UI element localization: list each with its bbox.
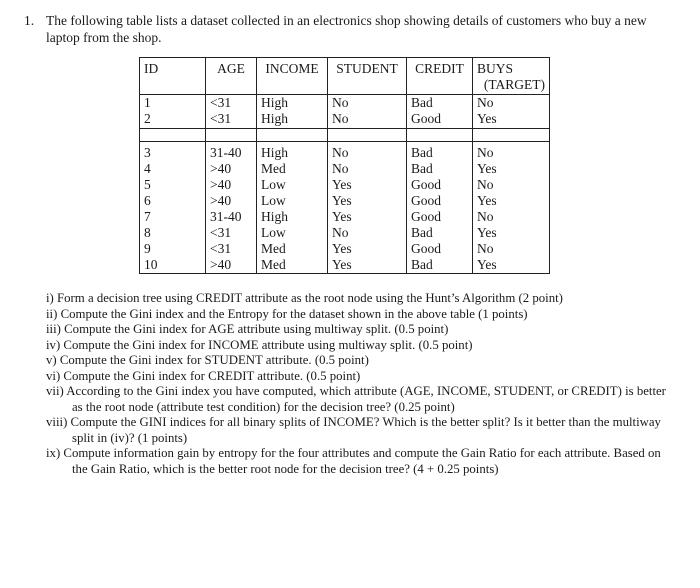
- table-row: [140, 193, 550, 209]
- cell-buys: No: [473, 241, 550, 257]
- question-text: Compute the Gini index for STUDENT attribute. (0.5 point): [59, 353, 369, 367]
- cell-credit: Bad: [407, 161, 473, 177]
- table-group-spacer: [140, 129, 550, 142]
- cell-income: High: [257, 142, 328, 162]
- cell-age: >40: [206, 257, 257, 274]
- question-text: According to the Gini index you have computed, which attribute (AGE, INCOME, STUDENT, or CREDIT) is better as the root node (attribute test condition) for the decision tree? (0.25 point): [66, 384, 666, 414]
- cell-credit: Good: [407, 193, 473, 209]
- cell-buys: No: [473, 209, 550, 225]
- cell-age: <31: [206, 241, 257, 257]
- question-marker: vii): [46, 384, 64, 398]
- cell-buys: Yes: [473, 225, 550, 241]
- header-buys-line1: BUYS: [477, 61, 514, 76]
- table-row: [140, 209, 550, 225]
- cell-buys: Yes: [473, 111, 550, 129]
- cell-student: Yes: [328, 241, 407, 257]
- table-row: [140, 95, 550, 112]
- cell-student: No: [328, 161, 407, 177]
- cell-age: >40: [206, 161, 257, 177]
- table-body: [140, 95, 550, 274]
- question-intro: [24, 12, 674, 46]
- question-marker: iii): [46, 322, 61, 336]
- table-row: [140, 177, 550, 193]
- cell-credit: Good: [407, 209, 473, 225]
- header-buys: [473, 58, 550, 95]
- question-marker: ii): [46, 306, 58, 321]
- question-marker: i): [46, 291, 54, 305]
- header-student: STUDENT: [328, 58, 407, 95]
- cell-buys: Yes: [473, 257, 550, 274]
- header-age: AGE: [206, 58, 257, 95]
- question-item: [46, 353, 666, 369]
- dataset-table-container: [139, 57, 550, 274]
- cell-credit: Bad: [407, 142, 473, 162]
- cell-student: Yes: [328, 177, 407, 193]
- question-text: Compute the Gini index and the Entropy for the dataset shown in the above table (1 points): [60, 306, 528, 321]
- header-buys-line2: (TARGET): [483, 77, 545, 92]
- question-text: Form a decision tree using CREDIT attribute as the root node using the Hunt’s Algorithm (2 point): [57, 291, 563, 305]
- cell-income: High: [257, 209, 328, 225]
- table-row: [140, 142, 550, 162]
- cell-student: Yes: [328, 209, 407, 225]
- question-text: Compute the Gini index for AGE attribute using multiway split. (0.5 point): [64, 322, 449, 336]
- cell-student: No: [328, 95, 407, 112]
- question-marker: viii): [46, 415, 68, 429]
- question-item: [46, 338, 666, 354]
- table-row: [140, 111, 550, 129]
- cell-income: Med: [257, 257, 328, 274]
- cell-id: 4: [140, 161, 206, 177]
- cell-age: >40: [206, 193, 257, 209]
- table-row: [140, 225, 550, 241]
- cell-id: 5: [140, 177, 206, 193]
- cell-student: Yes: [328, 257, 407, 274]
- question-item: [46, 446, 666, 477]
- cell-credit: Good: [407, 177, 473, 193]
- question-marker: v): [46, 353, 57, 367]
- cell-age: <31: [206, 225, 257, 241]
- question-intro-text: The following table lists a dataset collected in an electronics shop showing details of customers who buy a new laptop from the shop.: [46, 13, 647, 45]
- cell-student: No: [328, 142, 407, 162]
- cell-age: 31-40: [206, 142, 257, 162]
- question-marker: iv): [46, 337, 61, 352]
- cell-student: No: [328, 225, 407, 241]
- cell-age: <31: [206, 95, 257, 112]
- header-credit: CREDIT: [407, 58, 473, 95]
- cell-id: 9: [140, 241, 206, 257]
- cell-buys: No: [473, 95, 550, 112]
- cell-id: 2: [140, 111, 206, 129]
- cell-income: Med: [257, 161, 328, 177]
- cell-buys: No: [473, 177, 550, 193]
- cell-credit: Good: [407, 241, 473, 257]
- cell-student: No: [328, 111, 407, 129]
- header-income: INCOME: [257, 58, 328, 95]
- cell-buys: Yes: [473, 193, 550, 209]
- question-text: Compute the GINI indices for all binary splits of INCOME? Which is the better split? Is it better than the multiway split in (iv)? (1 points): [70, 415, 661, 445]
- question-text: Compute the Gini index for CREDIT attribute. (0.5 point): [63, 368, 361, 383]
- question-item: [46, 369, 666, 385]
- cell-id: 1: [140, 95, 206, 112]
- question-item: [46, 415, 666, 446]
- question-marker: ix): [46, 446, 61, 460]
- table-row: [140, 257, 550, 274]
- cell-credit: Bad: [407, 95, 473, 112]
- dataset-table: [139, 57, 550, 274]
- header-id: ID: [140, 58, 206, 95]
- cell-id: 10: [140, 257, 206, 274]
- cell-income: Low: [257, 193, 328, 209]
- cell-income: Low: [257, 177, 328, 193]
- cell-credit: Bad: [407, 257, 473, 274]
- question-item: [46, 322, 666, 338]
- cell-income: High: [257, 95, 328, 112]
- question-item: [46, 384, 666, 415]
- question-item: [46, 307, 666, 323]
- table-row: [140, 161, 550, 177]
- cell-id: 7: [140, 209, 206, 225]
- question-text: Compute information gain by entropy for the four attributes and compute the Gain Ratio for each attribute. Based on the Gain Ratio, which is the better root node for the decision tree? (4 + 0.25 points): [63, 446, 661, 476]
- table-header-row: [140, 58, 550, 95]
- question-list: [46, 291, 666, 477]
- cell-id: 6: [140, 193, 206, 209]
- cell-id: 8: [140, 225, 206, 241]
- cell-credit: Good: [407, 111, 473, 129]
- question-number: 1.: [24, 13, 35, 28]
- table-row: [140, 241, 550, 257]
- cell-credit: Bad: [407, 225, 473, 241]
- question-item: [46, 291, 666, 307]
- cell-id: 3: [140, 142, 206, 162]
- cell-income: High: [257, 111, 328, 129]
- cell-buys: Yes: [473, 161, 550, 177]
- cell-age: 31-40: [206, 209, 257, 225]
- question-marker: vi): [46, 368, 61, 383]
- cell-age: >40: [206, 177, 257, 193]
- cell-income: Low: [257, 225, 328, 241]
- question-text: Compute the Gini index for INCOME attribute using multiway split. (0.5 point): [63, 337, 473, 352]
- cell-age: <31: [206, 111, 257, 129]
- cell-student: Yes: [328, 193, 407, 209]
- cell-buys: No: [473, 142, 550, 162]
- cell-income: Med: [257, 241, 328, 257]
